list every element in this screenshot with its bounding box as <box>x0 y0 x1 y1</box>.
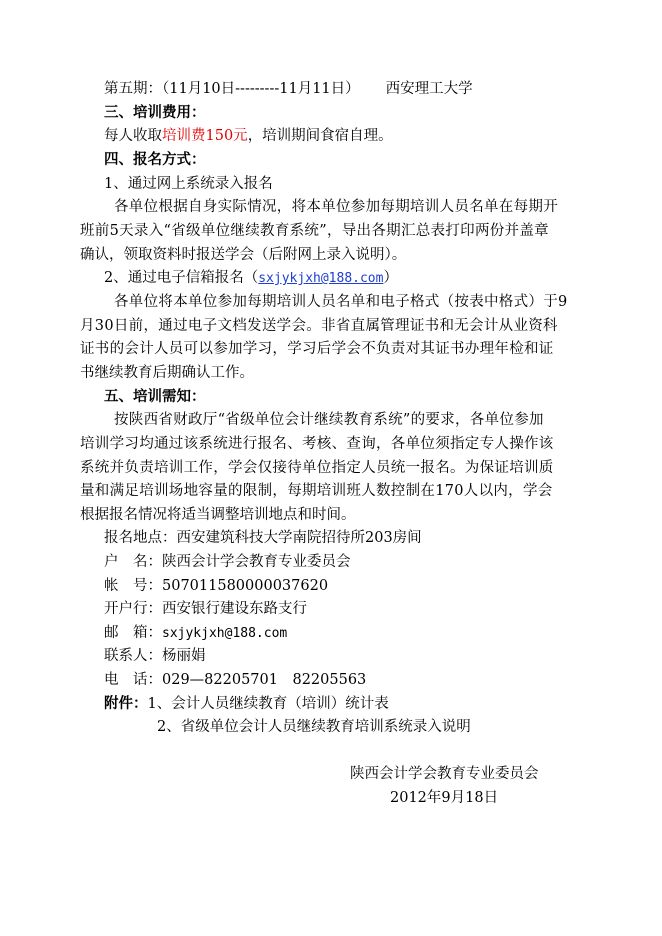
fee-amount: 培训费150元 <box>162 128 248 144</box>
method1-line: 各单位根据自身实际情况，将本单位参加每期培训人员名单在每期开 <box>114 199 558 215</box>
method1-title: 1、通过网上系统录入报名 <box>104 176 273 192</box>
method2-line: 月30日前，通过电子文档发送学会。非省直属管理证书和无会计从业资科 <box>80 318 558 334</box>
contact-account-name: 户 名：陕西会计学会教育专业委员会 <box>104 554 351 570</box>
signature-date: 2012年9月18日 <box>390 790 499 806</box>
contact-phone: 电 话：029—82205701 82205563 <box>104 672 367 688</box>
method2-title: 2、通过电子信箱报名（sxjykjxh@188.com） <box>104 270 398 286</box>
notes-line: 培训学习均通过该系统进行报名、考核、查询，各单位须指定专人操作该 <box>80 436 554 452</box>
method2-line: 书继续教育后期确认工作。 <box>80 365 254 381</box>
notes-line: 量和满足培训场地容量的限制，每期培训班人数控制在170人以内，学会 <box>80 483 553 499</box>
signature-org: 陕西会计学会教育专业委员会 <box>350 766 539 782</box>
method2-line: 各单位将本单位参加每期培训人员名单和电子格式（按表中格式）于9 <box>114 294 568 310</box>
contact-location: 报名地点：西安建筑科技大学南院招待所203房间 <box>104 530 422 546</box>
notes-line: 系统并负责培训工作，学会仅接待单位指定人员统一报名。为保证培训质 <box>80 460 554 476</box>
notes-line: 按陕西省财政厅“省级单位会计继续教育系统”的要求，各单位参加 <box>114 412 544 428</box>
method1-line: 班前5天录入“省级单位继续教育系统”，导出各期汇总表打印两份并盖章 <box>80 223 549 239</box>
fees-text: 每人收取培训费150元，培训期间食宿自理。 <box>104 128 393 144</box>
schedule-period5 <box>104 79 473 99</box>
method2-line: 证书的会计人员可以参加学习，学习后学会不负责对其证书办理年检和证 <box>80 341 554 357</box>
contact-email: 邮 箱：sxjykjxh@188.com <box>104 625 288 641</box>
registration-heading: 四、报名方式： <box>104 151 206 168</box>
notes-heading: 五、培训需知： <box>104 388 206 405</box>
method1-line: 确认，领取资料时报送学会（后附网上录入说明）。 <box>80 247 407 263</box>
notes-line: 根据报名情况将适当调整培训地点和时间。 <box>80 507 356 523</box>
period5-dates: 第五期：（11月10日---------11月11日） <box>104 81 360 97</box>
fees-heading: 三、培训费用： <box>104 104 206 121</box>
contact-account-no: 帐 号：507011580000037620 <box>104 578 329 594</box>
registration-email-link[interactable]: sxjykjxh@188.com <box>258 271 384 286</box>
contact-bank: 开户行：西安银行建设东路支行 <box>104 601 307 617</box>
attachment-2: 2、省级单位会计人员继续教育培训系统录入说明 <box>157 719 471 735</box>
contact-person: 联系人：杨丽娟 <box>104 648 206 664</box>
attachment-1: 附件：1、会计人员继续教育（培训）统计表 <box>104 695 389 712</box>
attachments-label: 附件： <box>104 695 148 712</box>
period5-venue: 西安理工大学 <box>385 81 473 97</box>
